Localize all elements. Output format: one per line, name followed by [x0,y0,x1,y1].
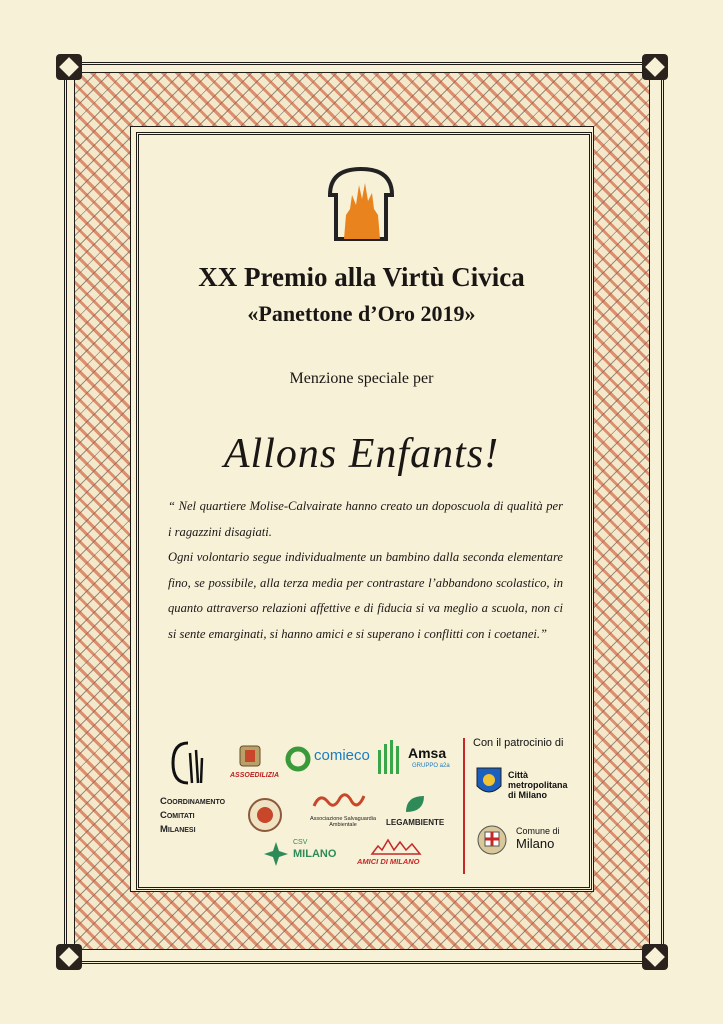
assoedilizia-crest-icon [236,740,264,770]
assoedilizia-label: ASSOEDILIZIA [230,772,280,779]
honoree-name: Allons Enfants! [223,431,500,477]
legambiente-label: LEGAMBIENTE [386,818,445,827]
savt-logo-icon [310,790,368,812]
corner-ornament-icon [56,54,82,80]
panettone-duomo-logo [322,165,400,243]
comieco-recycle-icon [284,746,312,772]
city-angels-seal-icon [246,796,284,834]
mention-label: Menzione speciale per [289,370,434,387]
citation-paragraph: Ogni volontario segue individualmente un bambino dalla seconda elementare fino, se possibile, alla terza media per contrastare l’abbandono scolastico, in quanto attraverso relazioni affettive e di fiducia si va meglio a scuola, non ci si sente emarginati, si hanno amici e si superano i conflitti con i coetanei.” [168,550,563,641]
amici-label: AMICI DI MILANO [357,857,420,866]
citation-paragraph: “ Nel quartiere Molise-Calvairate hanno creato un doposcuola di qualità per i ragazzini disagiati. [168,499,563,539]
legambiente-leaf-icon [402,792,428,816]
citation-text [168,494,563,647]
corner-ornament-icon [642,54,668,80]
ccm-name: Coordinamento Comitati Milanesi [160,796,226,835]
amsa-group-label: GRUPPO a2a [412,763,450,769]
amsa-stripes-icon [376,740,404,776]
comune-milano-crest-icon [474,818,510,858]
amsa-label: Amsa [408,745,447,761]
citta-metropolitana-crest-icon [474,764,504,800]
corner-ornament-icon [642,944,668,970]
savt-label: Associazione Salvaguardia Ambientale [309,816,377,828]
ccm-logo-icon [168,738,208,788]
award-title: XX Premio alla Virtù Civica [198,262,525,292]
comieco-label: comieco [314,747,370,764]
award-subtitle: «Panettone d’Oro 2019» [247,301,476,326]
patronage-title: Con il patrocinio di [473,737,564,749]
csv-top-label: CSV [293,839,308,846]
comune-milano-label: Comune di Milano [516,826,560,851]
patronage-divider [463,738,465,874]
corner-ornament-icon [56,944,82,970]
csv-flower-icon [262,840,290,868]
csv-bottom-label: MILANO [293,848,337,860]
citta-metropolitana-label: Città metropolitana di Milano [508,770,568,800]
amici-skyline-icon [368,836,424,856]
